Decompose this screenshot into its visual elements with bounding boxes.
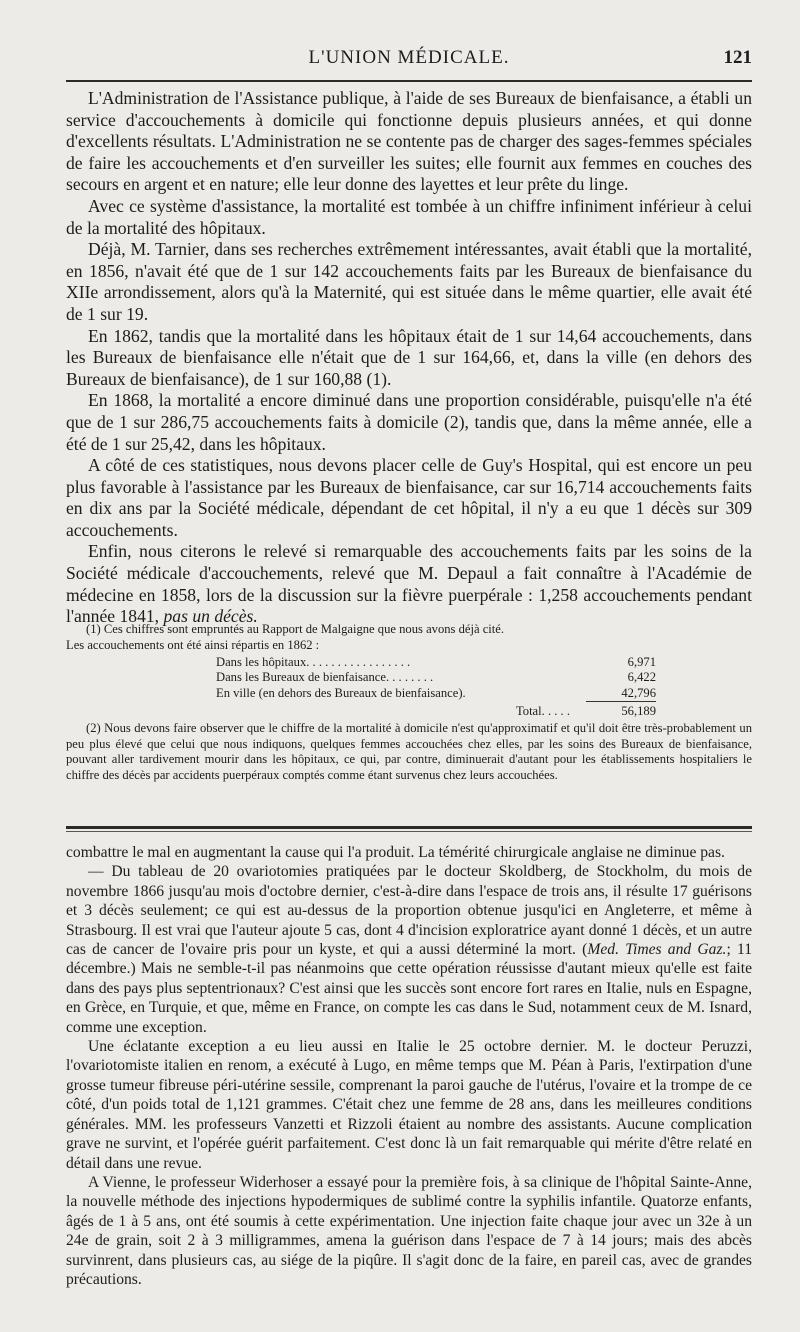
paragraph: Déjà, M. Tarnier, dans ses recherches extrêmement intéressantes, avait établi que la mortalité, en 1856, n'avait été que de 1 sur 142 accouchements faits par les Bureaux de bienfaisance du XIIe arrondissement, alors qu'à la Maternité, qui est située dans le même quartier, elle avait été de 1 sur 19. bbox=[66, 239, 752, 324]
footnote-2: (2) Nous devons faire observer que le chiffre de la mortalité à domicile n'est qu'approximatif et qu'il doit être très-probablement un peu plus élevé que celui que nous indiquons, quelques femmes accouchées chez elles, par les soins des Bureaux de bienfaisance, pouvant aller tardivement mourir dans les hôpitaux, ce qui, par contre, diminuerait d'autant pour les établissements hospitaliers le chiffre des décès par accidents puerpéraux comptés comme étant survenus chez leurs accouchées. bbox=[66, 721, 752, 782]
paragraph bbox=[66, 862, 752, 1037]
table-row bbox=[216, 670, 656, 685]
section-divider-thin bbox=[66, 831, 752, 832]
paragraph: A Vienne, le professeur Widerhoser a essayé pour la première fois, à sa clinique de l'hôpital Sainte-Anne, la nouvelle méthode des injections hypodermiques de sublimé contre la syphilis infantile. Quatorze enfants, âgés de 1 à 5 ans, ont été soumis à cette expérimentation. Une injection faite chaque jour avec un 32e à un 24e de grain, soit 2 à 3 milligrammes, amena la guérison dans l'espace de 7 à 14 jours; mais des abcès survinrent, dans plusieurs cas, au siége de la piqûre. Il s'agit donc de la faire, en pareil cas, avec de grandes précautions. bbox=[66, 1173, 752, 1288]
journal-title: L'UNION MÉDICALE. bbox=[308, 47, 510, 68]
paragraph-text: — Du tableau de 20 ovariotomies pratiquées par le docteur Skoldberg, de Stockholm, du mois de novembre 1866 jusqu'au mois d'octobre dernier, c'est-à-dire dans l'espace de trois ans, il résulte 17 guérisons et 3 décès seulement; ce qui est au-dessus de la proportion obtenue jusqu'ici en Angleterre, et même à Strasbourg. Il est vrai que l'auteur ajoute 5 cas, dont 4 d'incision exploratrice ayant donné 1 décès, et un autre cas de cancer de l'ovaire pris pour un kyste, et qui a aussi déterminé la mort. ( bbox=[66, 863, 752, 959]
paragraph: A côté de ces statistiques, nous devons placer celle de Guy's Hospital, qui est encore un peu plus favorable à l'assistance par les Bureaux de bienfaisance, car sur 16,714 accouchements faits en dix ans par la Société médicale, dépendant de cet hôpital, il n'y a eu que 1 décès sur 309 accouchements. bbox=[66, 455, 752, 540]
paragraph-text: Enfin, nous citerons le relevé si remarquable des accouchements faits par les soins de la Société médicale d'accouchements, relevé que M. Depaul a fait connaître à l'Académie de médecine en 1858, lors de la discussion sur la fièvre puerpérale : 1,258 accouchements pendant l'année 1841, bbox=[66, 541, 752, 627]
main-text bbox=[66, 88, 752, 628]
emphasis-text: pas un décès. bbox=[163, 606, 258, 627]
page-header bbox=[66, 47, 752, 73]
lower-text bbox=[66, 843, 752, 1289]
table-row bbox=[216, 686, 656, 702]
footnote-1: (1) Ces chiffres sont empruntés au Rapport de Malgaigne que nous avons déjà cité. bbox=[86, 622, 505, 636]
table-total-row bbox=[216, 701, 656, 719]
page-number: 121 bbox=[723, 47, 752, 68]
paragraph: En 1868, la mortalité a encore diminué dans une proportion considérable, puisqu'elle n'a été que de 1 sur 286,75 accouchements faits à domicile (2), tandis que, dans la même année, elle a été de 1 sur 25,42, dans les hôpitaux. bbox=[66, 390, 752, 454]
table-value: 6,971 bbox=[627, 655, 656, 670]
table-value: 42,796 bbox=[621, 685, 656, 700]
paragraph: Une éclatante exception a eu lieu aussi en Italie le 25 octobre dernier. M. le docteur Peruzzi, l'ovariotomiste italien en renom, a exécuté à Lugo, en même temps que M. Péan à Paris, l'extirpation d'une grosse tumeur fibreuse péri-utérine sessile, comprenant la paroi gauche de l'utérus, l'ovaire et la trompe de ce côté, d'un poids total de 1,121 grammes. C'était chez une femme de 28 ans, dans les meilleures conditions générales. MM. les professeurs Vanzetti et Rizzoli étaient au nombre des assistants. Aucune complication grave ne survint, et l'opérée guérit parfaitement. C'est donc là un fait remarquable qui mérite d'être relaté en détail dans une revue. bbox=[66, 1038, 752, 1172]
footnote-1-sub: Les accouchements ont été ainsi répartis en 1862 : bbox=[66, 637, 320, 652]
paragraph: Avec ce système d'assistance, la mortalité est tombée à un chiffre infiniment inférieur à celui de la mortalité des hôpitaux. bbox=[66, 195, 752, 238]
footnotes bbox=[66, 622, 752, 783]
table-label: Dans les Bureaux de bienfaisance. . . . . . . . bbox=[216, 670, 434, 685]
table-row bbox=[216, 655, 656, 670]
table-label: En ville (en dehors des Bureaux de bienfaisance). bbox=[216, 685, 466, 700]
table-total-value: 56,189 bbox=[586, 701, 656, 719]
table-total-label: Total. . . . . bbox=[515, 703, 570, 718]
paragraph bbox=[66, 541, 752, 627]
paragraph: En 1862, tandis que la mortalité dans les hôpitaux était de 1 sur 14,64 accouchements, dans les Bureaux de bienfaisance elle n'était que de 1 sur 164,66, et, dans la ville (en dehors des Bureaux de bienfaisance), de 1 sur 160,88 (1). bbox=[66, 325, 752, 389]
paragraph-text: ; 11 décembre.) Mais ne semble-t-il pas néanmoins que cette opération réussisse d'autant mieux qu'elle est faite dans des pays plus septentrionaux? C'est ainsi que les succès sont encore fort rares en Italie, nuls en Espagne, en Grèce, en Turquie, et que, même en France, on compte les cas dans le Sud, notamment ceux de M. Isnard, comme une exception. bbox=[66, 941, 752, 1036]
table-label: Dans les hôpitaux. . . . . . . . . . . . . . . . . bbox=[216, 655, 411, 670]
paragraph: combattre le mal en augmentant la cause qui l'a produit. La témérité chirurgicale anglaise ne diminue pas. bbox=[66, 844, 725, 861]
paragraph: L'Administration de l'Assistance publique, à l'aide de ses Bureaux de bienfaisance, a établi un service d'accouchements à domicile qui fonctionne depuis plusieurs années, et qui donne d'excellents résultats. L'Administration ne se contente pas de charger des sages-femmes spéciales de faire les accouchements et d'en surveiller les suites; elle fournit aux femmes en couches des secours en argent et en nature; elle leur donne des layettes et leur prête du linge. bbox=[66, 88, 752, 195]
births-table bbox=[216, 655, 656, 719]
table-value: 6,422 bbox=[627, 670, 656, 685]
section-divider bbox=[66, 826, 752, 829]
citation-text: Med. Times and Gaz. bbox=[587, 941, 727, 959]
header-rule bbox=[66, 80, 752, 82]
